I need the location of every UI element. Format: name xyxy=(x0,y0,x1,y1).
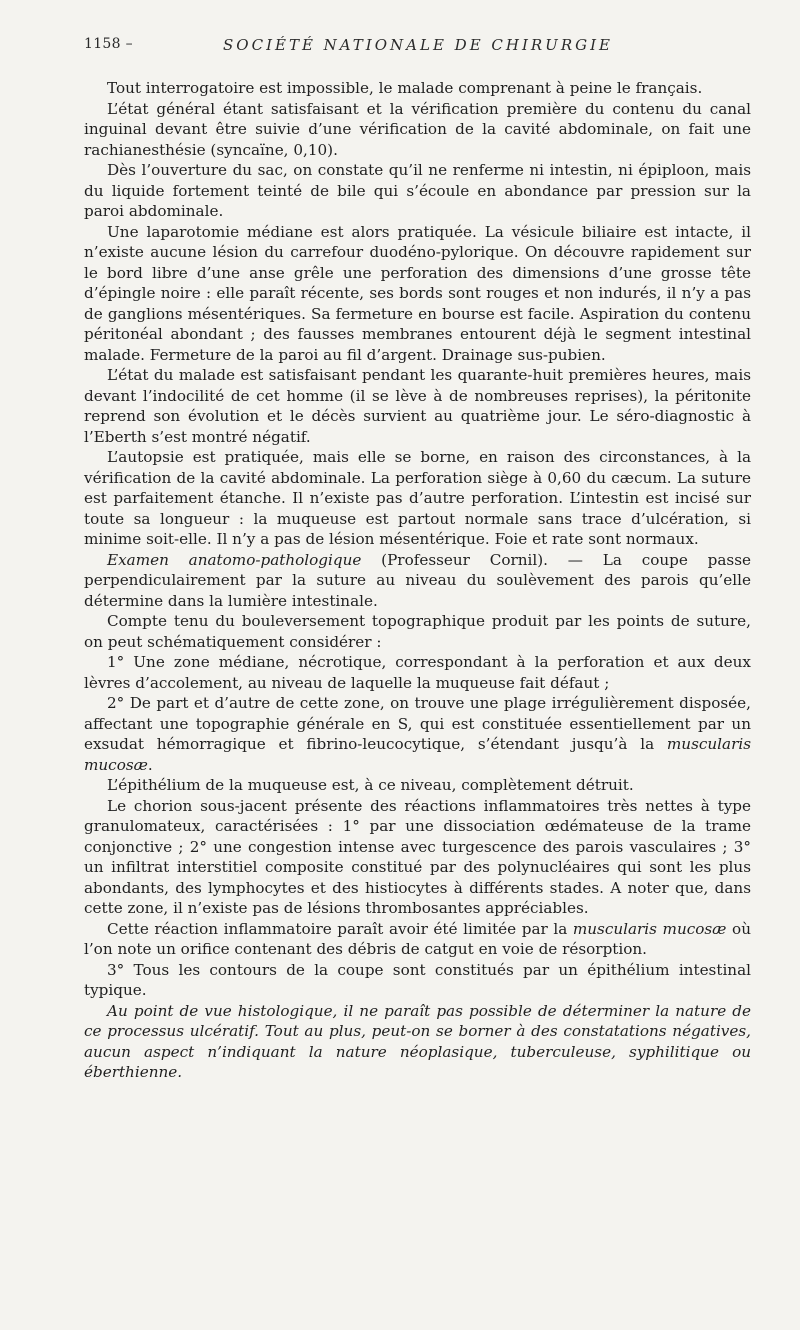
reaction-text: Cette réaction inflammatoire paraît avoir été limitée par la xyxy=(107,919,573,938)
part-et-autre-text: 2° De part et d’autre de cette zone, on trouve une plage irrégulièrement disposée, affectant une topographie générale en S, qui est constituée essentiellement par un exsudat hémorragique et fibrino-leucocytique, s’étendant jusqu’à la xyxy=(84,694,751,753)
muscularis-term-2: muscularis mucosæ xyxy=(572,919,727,938)
paragraph-epithelium: L’épithélium de la muqueuse est, à ce niveau, complètement détruit. xyxy=(107,776,634,794)
paragraph-ouverture-sac: Dès l’ouverture du sac, on constate qu’il ne renferme ni intestin, ni épiploon, mais du liquide fortement teinté de bile qui s’écoule en abondance par pression sur la paroi abdominale. xyxy=(84,161,751,220)
paragraph-etat-general: L’état général étant satisfaisant et la vérification première du contenu du canal inguinal devant être suivie d’une vérification de la cavité abdominale, on fait une rachianesthésie (syncaïne, 0,10). xyxy=(84,99,751,159)
paragraph-examen xyxy=(84,550,751,612)
paragraph-part-et-autre xyxy=(84,693,751,775)
paragraph-reaction xyxy=(84,919,751,960)
paragraph-conclusion: Au point de vue histologique, il ne paraît pas possible de déterminer la nature de ce processus ulcératif. Tout au plus, peut-on se borner à des constatations négatives, aucun aspect n’indiquant la nature néoplasique, tuberculeuse, syphilitique ou éberthienne. xyxy=(84,1001,751,1081)
paragraph-zone-mediane: 1° Une zone médiane, nécrotique, correspondant à la perforation et aux deux lèvres d’accolement, au niveau de laquelle la muqueuse fait défaut ; xyxy=(84,653,751,692)
page-header xyxy=(84,36,752,58)
page-number: 1158 – xyxy=(84,36,133,52)
reaction-text-end: où l’on note un orifice contenant des débris de catgut en voie de résorption. xyxy=(84,919,751,958)
paragraph-interrogatoire: Tout interrogatoire est impossible, le malade comprenant à peine le français. xyxy=(107,79,703,97)
body-text xyxy=(84,78,751,1083)
paragraph-contours: 3° Tous les contours de la coupe sont constitués par un épithélium intestinal typique. xyxy=(84,960,751,999)
part-et-autre-end: . xyxy=(147,755,153,774)
paragraph-autopsie: L’autopsie est pratiquée, mais elle se borne, en raison des circonstances, à la vérification de la cavité abdominale. La perforation siège à 0,60 du cæcum. La suture est parfaitement étanche. Il n’existe pas d’autre perforation. L’intestin est incisé sur toute sa longueur : la muqueuse est partout normale sans trace d’ulcération, si minime soit-elle. Il n’y a pas de lésion mésentérique. Foie et rate sont normaux. xyxy=(84,448,751,548)
muscularis-term: muscularis mucosæ xyxy=(84,735,751,774)
examen-heading: Examen anatomo-pathologique xyxy=(107,550,362,569)
paragraph-compte-tenu: Compte tenu du bouleversement topographique produit par les points de suture, on peut schématiquement considérer : xyxy=(84,612,751,651)
paragraph-laparotomie: Une laparotomie médiane est alors pratiquée. La vésicule biliaire est intacte, il n’existe aucune lésion du carrefour duodéno-pylorique. On découvre rapidement sur le bord libre d’une anse grêle une perforation des dimensions d’une grosse tête d’épingle noire : elle paraît récente, ses bords sont rouges et non indurés, il n’y a pas de ganglions mésentériques. Sa fermeture en bourse est facile. Aspiration du contenu péritonéal abondant ; des fausses membranes entourent déjà le segment intestinal malade. Fermeture de la paroi au fil d’argent. Drainage sus-pubien. xyxy=(84,222,751,364)
running-title: SOCIÉTÉ NATIONALE DE CHIRURGIE xyxy=(223,36,613,54)
paragraph-evolution: L’état du malade est satisfaisant pendant les quarante-huit premières heures, mais devant l’indocilité de cet homme (il se lève à de nombreuses reprises), la péritonite reprend son évolution et le décès survient au quatrième jour. Le séro-diagnostic à l’Eberth s’est montré négatif. xyxy=(84,366,751,446)
paragraph-chorion: Le chorion sous-jacent présente des réactions inflammatoires très nettes à type granulomateux, caractérisées : 1° par une dissociation œdémateuse de la trame conjonctive ; 2° une congestion intense avec turgescence des parois vasculaires ; 3° un infiltrat interstitiel composite constitué par des polynucléaires qui sont les plus abondants, des lymphocytes et des histiocytes à différents stades. A noter que, dans cette zone, il n’existe pas de lésions thrombosantes appréciables. xyxy=(84,796,751,917)
examen-text: (Professeur Cornil). — La coupe passe perpendiculairement par la suture au niveau du soulèvement des parois qu’elle détermine dans la lumière intestinale. xyxy=(84,550,751,610)
